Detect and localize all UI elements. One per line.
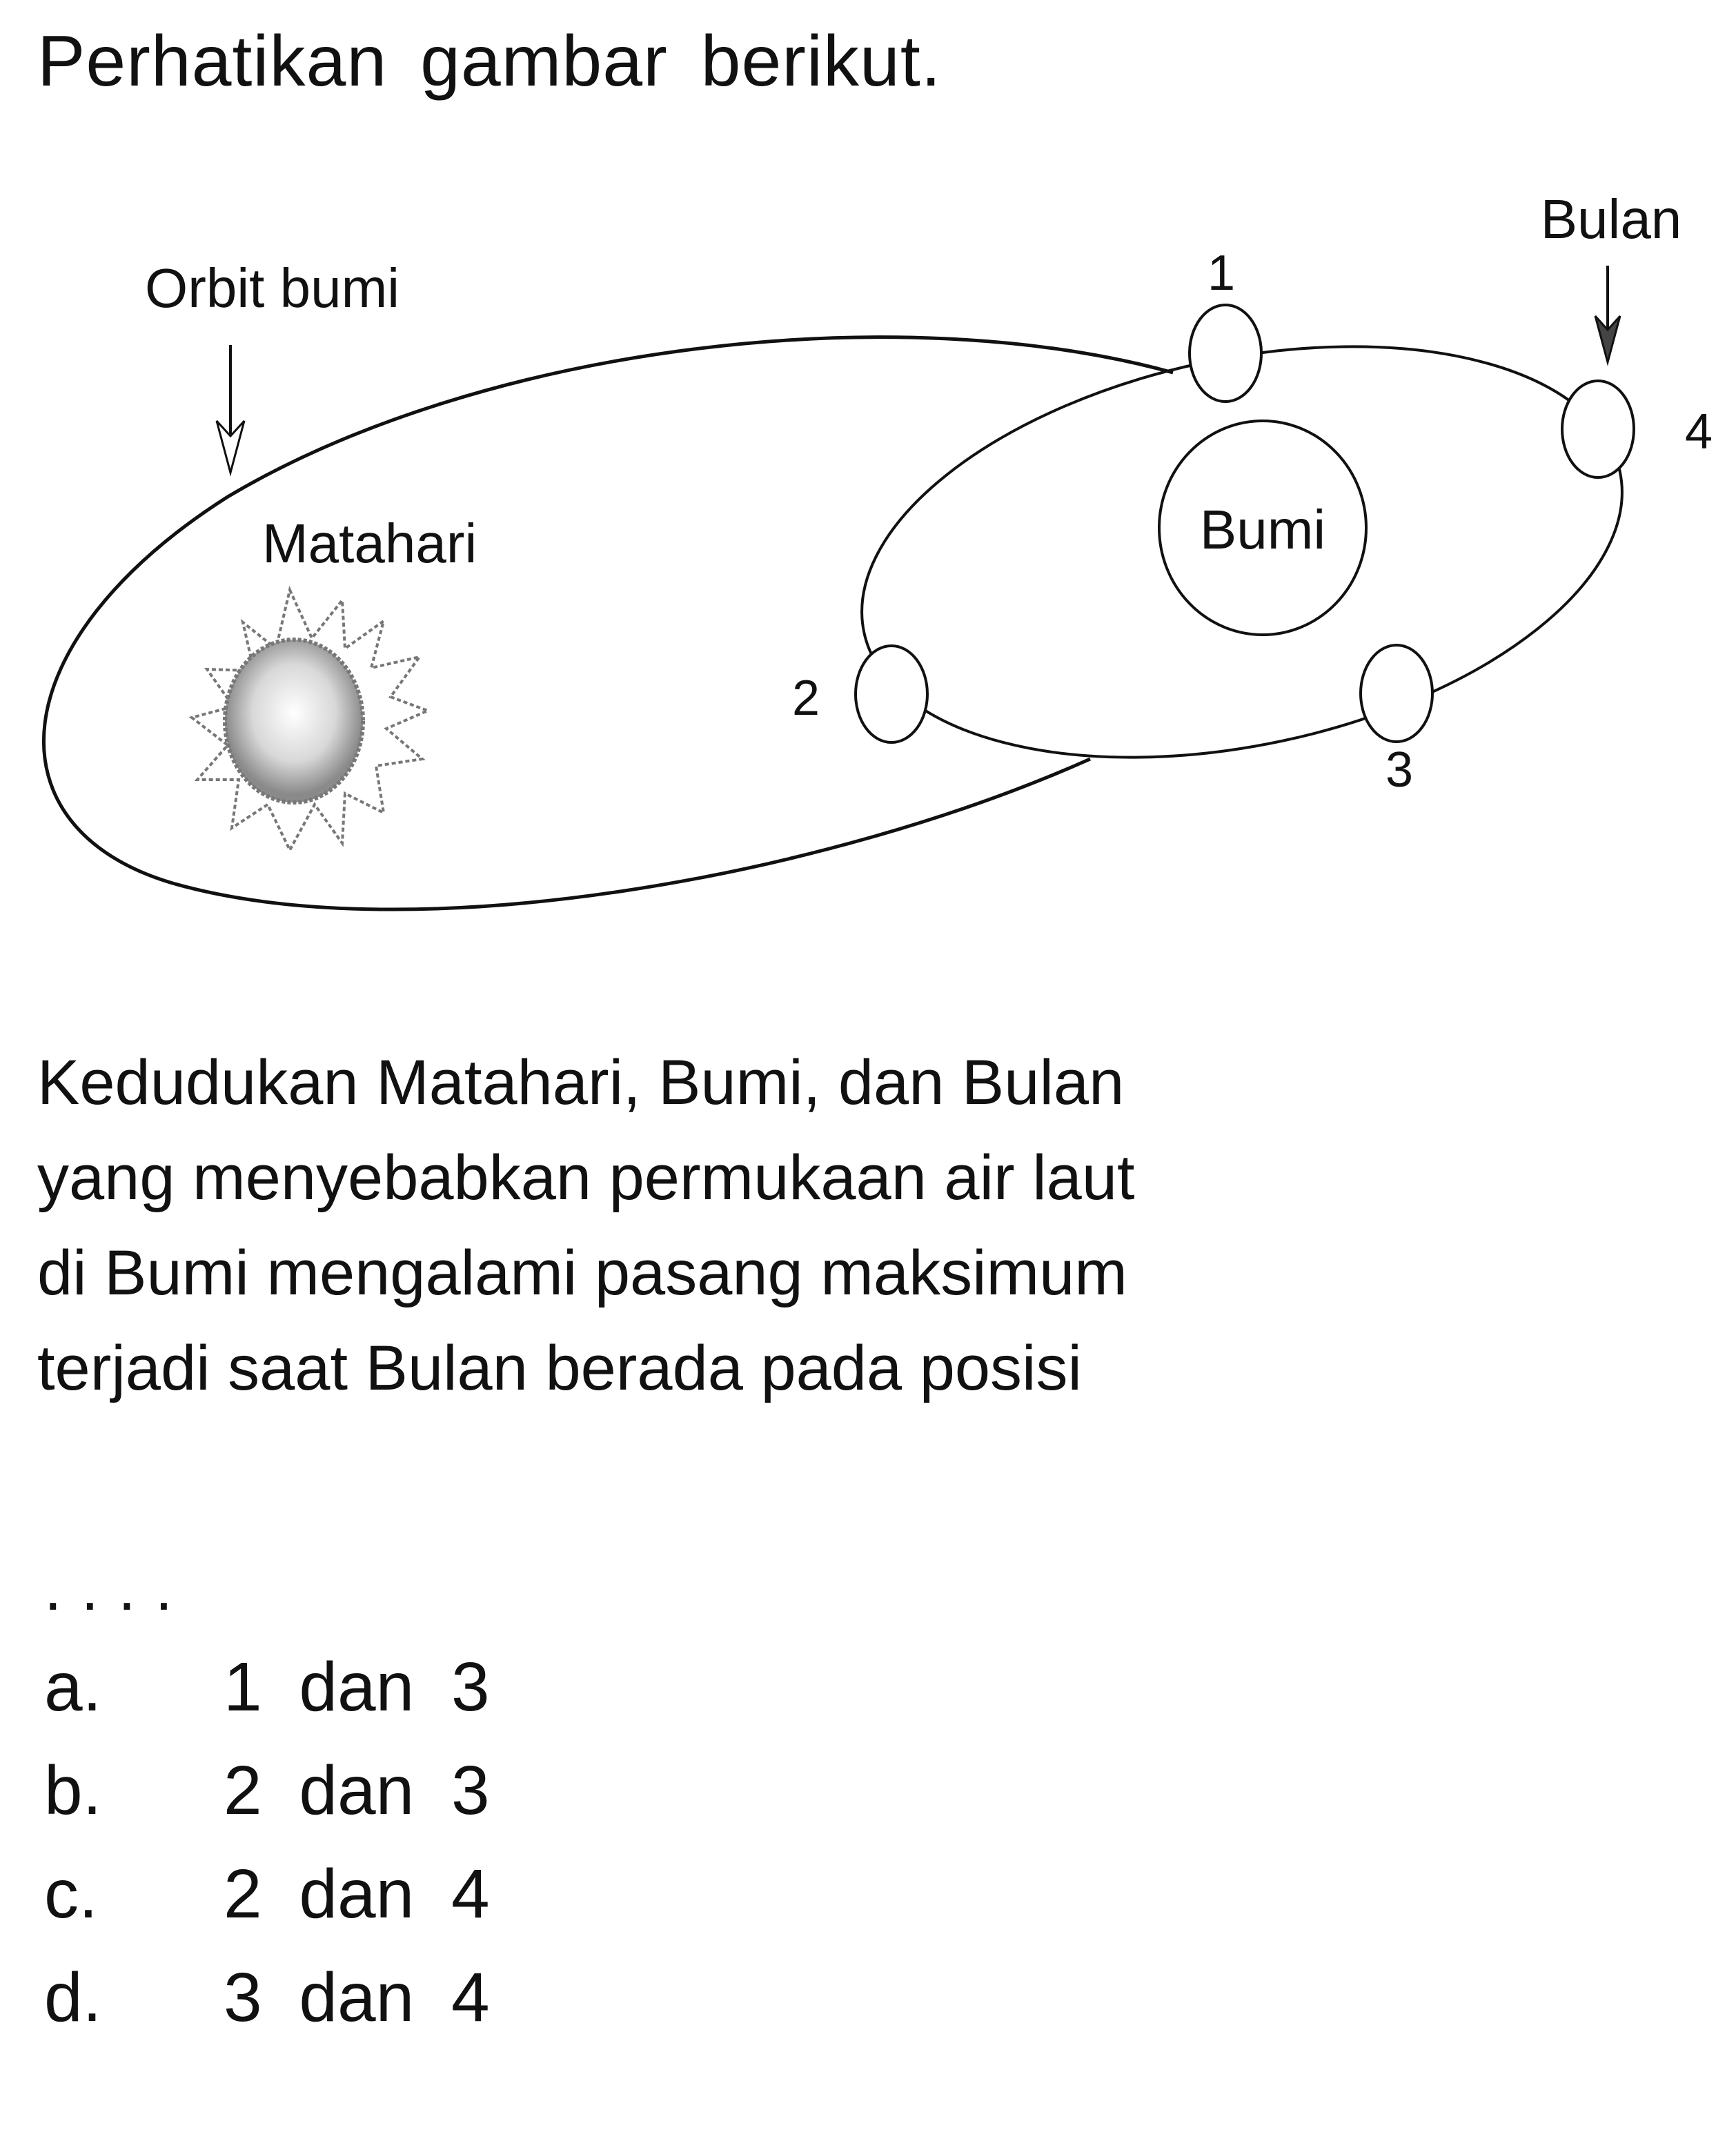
- option-text: 2 dan 3: [224, 1751, 490, 1829]
- option-letter: c.: [44, 1855, 98, 1933]
- option-text: 3 dan 4: [224, 1958, 490, 2036]
- moon-label: Bulan: [1540, 188, 1682, 250]
- position-4-label: 4: [1684, 404, 1713, 460]
- option-text: 2 dan 4: [224, 1855, 490, 1933]
- question-line: Kedudukan Matahari, Bumi, dan Bulan: [37, 1047, 1125, 1118]
- option-d[interactable]: [44, 1946, 490, 2049]
- option-a[interactable]: [44, 1635, 490, 1739]
- moon-position-2: [792, 646, 927, 742]
- position-1-label: 1: [1207, 246, 1236, 301]
- question-line: yang menyebabkan permukaan air laut: [37, 1143, 1135, 1213]
- earth-orbit: [43, 337, 1173, 909]
- option-b[interactable]: [44, 1739, 490, 1842]
- earth: [1159, 421, 1366, 635]
- question-text: [37, 1035, 1693, 1416]
- moon-position-4: [1562, 381, 1713, 477]
- moon-position-3: [1361, 645, 1432, 798]
- option-c[interactable]: [44, 1842, 490, 1946]
- option-letter: b.: [44, 1751, 102, 1829]
- arrow-down-icon: [1595, 266, 1620, 362]
- position-3-label: 3: [1385, 742, 1414, 798]
- orbit-label-group: [145, 257, 400, 473]
- sun-icon: [192, 590, 428, 850]
- sun-earth-moon-diagram: [0, 138, 1736, 966]
- question-line: terjadi saat Bulan berada pada posisi: [37, 1333, 1082, 1403]
- moon-position-1: [1190, 246, 1261, 402]
- moon-label-group: [1541, 188, 1682, 362]
- arrow-down-icon: [217, 345, 244, 473]
- answer-blank: ....: [44, 1553, 193, 1624]
- option-letter: a.: [44, 1648, 102, 1726]
- earth-label: Bumi: [1199, 499, 1326, 560]
- option-text: 1 dan 3: [224, 1648, 490, 1726]
- question-line: di Bumi mengalami pasang maksimum: [37, 1238, 1127, 1308]
- sun-label: Matahari: [262, 513, 477, 574]
- option-letter: d.: [44, 1958, 102, 2036]
- answer-options: [44, 1635, 490, 2049]
- page-title: Perhatikan gambar berikut.: [37, 21, 942, 101]
- orbit-label: Orbit bumi: [145, 257, 400, 319]
- position-2-label: 2: [791, 671, 820, 726]
